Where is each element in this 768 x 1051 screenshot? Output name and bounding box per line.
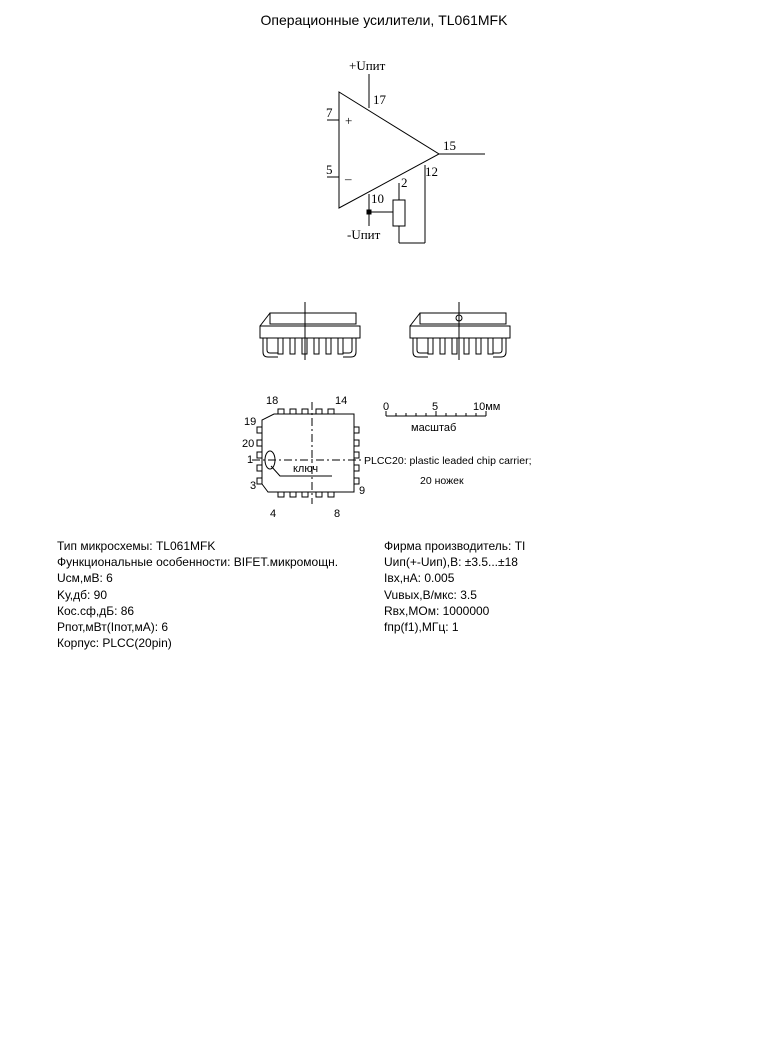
pin-17-label: 17 bbox=[373, 92, 386, 107]
params-right-column bbox=[384, 538, 525, 635]
param-manufacturer: Фирма производитель: TI bbox=[384, 539, 526, 553]
key-label: ключ bbox=[293, 463, 319, 475]
package-top-view bbox=[252, 402, 362, 504]
plus-sign: + bbox=[345, 113, 353, 128]
param-chip-type: Тип микросхемы: TL061MFK bbox=[57, 539, 216, 553]
pin-14-label: 14 bbox=[335, 395, 348, 407]
pin-15-label: 15 bbox=[443, 138, 456, 153]
trim-resistor bbox=[393, 200, 405, 226]
pin-4-label: 4 bbox=[270, 508, 277, 520]
junction-dot bbox=[367, 210, 371, 214]
vminus-label: -Uпит bbox=[347, 227, 381, 242]
opamp-schematic bbox=[327, 74, 485, 243]
param-package: Корпус: PLCC(20pin) bbox=[57, 636, 172, 651]
param-offset-voltage: Uсм,мВ: 6 bbox=[57, 571, 113, 586]
pin-8-label: 8 bbox=[334, 508, 341, 520]
pin-count: 20 ножек bbox=[420, 475, 464, 487]
scale-label: масштаб bbox=[411, 422, 457, 434]
pin-20-label: 20 bbox=[242, 438, 255, 450]
scale-tick-10: 10мм bbox=[473, 401, 501, 413]
page-title: Операционные усилители, TL061MFK bbox=[260, 12, 508, 28]
pin-18-label: 18 bbox=[266, 395, 279, 407]
pin-1-label: 1 bbox=[247, 454, 254, 466]
param-input-current: Iвх,нА: 0.005 bbox=[384, 571, 455, 586]
package-description: PLCC20: plastic leaded chip carrier; bbox=[364, 455, 532, 467]
vplus-label: +Uпит bbox=[349, 58, 386, 73]
pin-12-label: 12 bbox=[425, 164, 438, 179]
scale-tick-5: 5 bbox=[432, 401, 439, 413]
package-side-view-left bbox=[260, 302, 360, 360]
package-body bbox=[262, 414, 354, 492]
pin-5-label: 5 bbox=[326, 162, 333, 177]
package-side-view-right bbox=[410, 302, 510, 360]
param-cmrr: Кос.сф,дБ: 86 bbox=[57, 603, 135, 618]
pin-3-label: 3 bbox=[250, 480, 257, 492]
opamp-triangle bbox=[339, 92, 439, 208]
pin-10-label: 10 bbox=[371, 191, 384, 206]
param-power: Pпот,мВт(Iпот,мА): 6 bbox=[57, 619, 169, 634]
param-gain: Kу,дб: 90 bbox=[57, 587, 108, 602]
param-slew-rate: Vuвых,В/мкс: 3.5 bbox=[384, 587, 477, 602]
pin-19-label: 19 bbox=[244, 416, 257, 428]
scale-tick-0: 0 bbox=[383, 401, 390, 413]
param-supply-voltage: Uип(+-Uип),В: ±3.5...±18 bbox=[384, 555, 518, 570]
params-left-column bbox=[57, 538, 338, 651]
param-input-resistance: Rвх,МОм: 1000000 bbox=[384, 603, 490, 618]
param-bandwidth: fпр(f1),МГц: 1 bbox=[384, 619, 459, 634]
pin-9-label: 9 bbox=[359, 485, 366, 497]
minus-sign: – bbox=[345, 171, 352, 186]
pin-7-label: 7 bbox=[326, 105, 333, 120]
param-features: Функциональные особенности: BIFET.микромощн. bbox=[57, 555, 339, 570]
pin-2-label: 2 bbox=[401, 175, 408, 190]
